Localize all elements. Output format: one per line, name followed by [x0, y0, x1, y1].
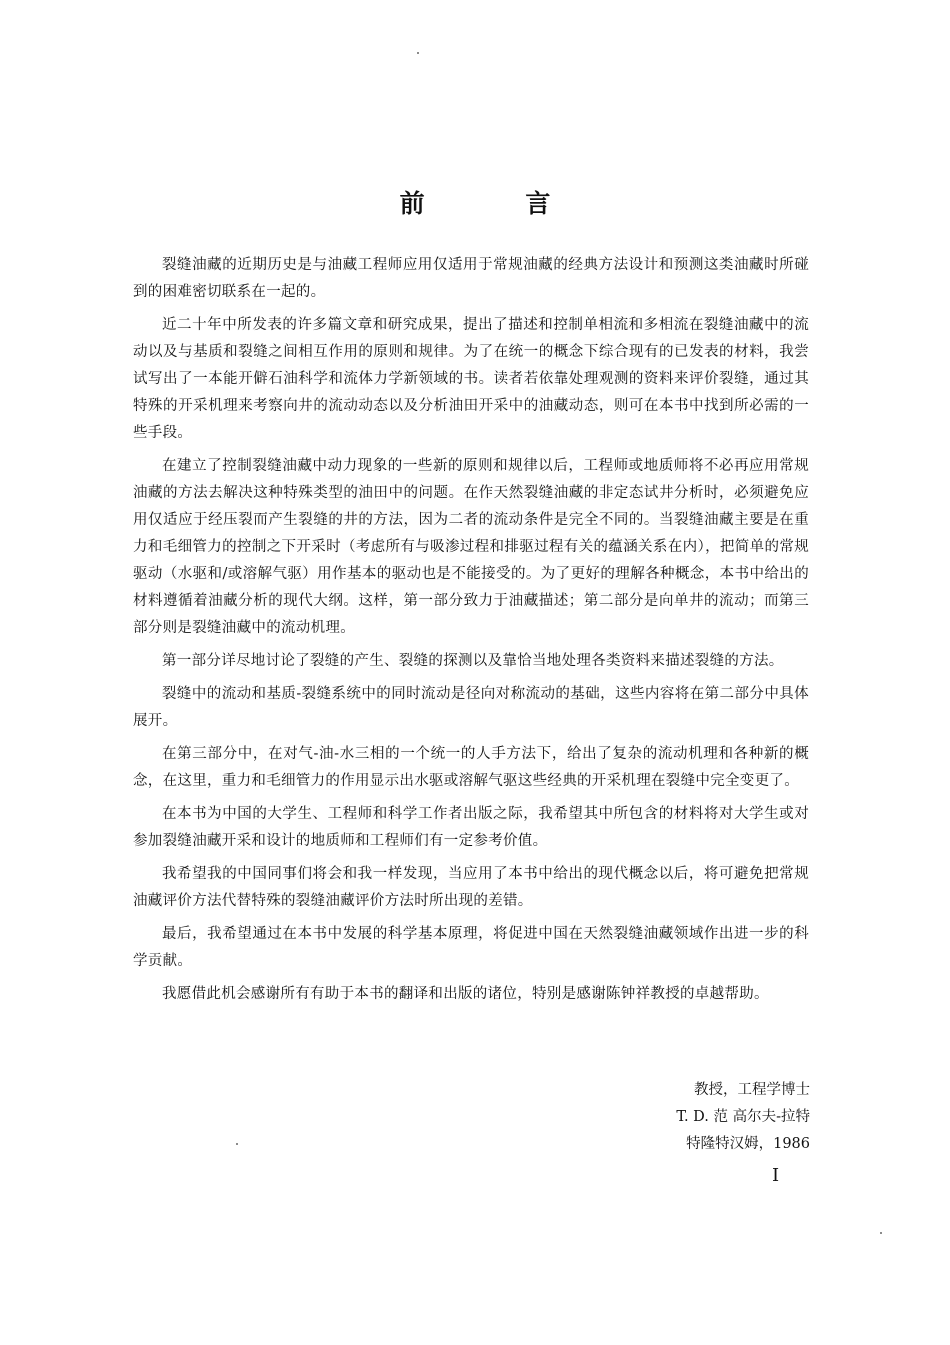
place-and-date: 特隆特汉姆，1986: [686, 1136, 810, 1152]
paragraph: 裂缝油藏的近期历史是与油藏工程师应用仅适用于常规油藏的经典方法设计和预测这类油藏时所碰到的困难密切联系在一起的。: [133, 257, 809, 300]
author-signature-block: [676, 1077, 810, 1158]
scan-speck: [236, 1143, 238, 1145]
paragraph: 近二十年中所发表的许多篇文章和研究成果，提出了描述和控制单相流和多相流在裂缝油藏中的流动以及与基质和裂缝之间相互作用的原则和规律。为了在统一的概念下综合现有的已发表的材料，我尝试写出了一本能开僻石油科学和流体力学新领域的书。读者若依靠处理观测的资料来评价裂缝，通过其特殊的开采机理来考察向井的流动动态以及分析油田开采中的油藏动态，则可在本书中找到所必需的一些手段。: [133, 317, 809, 441]
paragraph: 在本书为中国的大学生、工程师和科学工作者出版之际，我希望其中所包含的材料将对大学生或对参加裂缝油藏开采和设计的地质师和工程师们有一定参考价值。: [133, 806, 809, 849]
paragraph: 第一部分详尽地讨论了裂缝的产生、裂缝的探测以及靠恰当地处理各类资料来描述裂缝的方法。: [162, 653, 784, 669]
scan-speck: [417, 52, 419, 54]
paragraph: 在第三部分中，在对气-油-水三相的一个统一的人手方法下，给出了复杂的流动机理和各种新的概念，在这里，重力和毛细管力的作用显示出水驱或溶解气驱这些经典的开采机理在裂缝中完全变更了。: [133, 746, 809, 789]
author-name: T. D. 范 高尔夫-拉特: [676, 1109, 810, 1125]
paragraph: 最后，我希望通过在本书中发展的科学基本原理，将促进中国在天然裂缝油藏领域作出进一步的科学贡献。: [133, 926, 809, 969]
paragraph: 我愿借此机会感谢所有有助于本书的翻译和出版的诸位，特别是感谢陈钟祥教授的卓越帮助。: [162, 986, 769, 1002]
paragraph: 我希望我的中国同事们将会和我一样发现，当应用了本书中给出的现代概念以后，将可避免把常规油藏评价方法代替特殊的裂缝油藏评价方法时所出现的差错。: [133, 866, 809, 909]
paragraph: 裂缝中的流动和基质-裂缝系统中的同时流动是径向对称流动的基础，这些内容将在第二部分中具体展开。: [133, 686, 809, 729]
paragraph: 在建立了控制裂缝油藏中动力现象的一些新的原则和规律以后，工程师或地质师将不必再应用常规油藏的方法去解决这种特殊类型的油田中的问题。在作天然裂缝油藏的非定态试井分析时，必须避免应用仅适应于经压裂而产生裂缝的井的方法，因为二者的流动条件是完全不同的。当裂缝油藏主要是在重力和毛细管力的控制之下开采时（考虑所有与吸渗过程和排驱过程有关的蕴涵关系在内），把简单的常规驱动（水驱和/或溶解气驱）用作基本的驱动也是不能接受的。为了更好的理解各种概念，本书中给出的材料遵循着油藏分析的现代大纲。这样，第一部分致力于油藏描述；第二部分是向单井的流动；而第三部分则是裂缝油藏中的流动机理。: [133, 458, 809, 636]
author-title: 教授，工程学博士: [694, 1082, 810, 1098]
scan-speck: [880, 1232, 882, 1234]
page-title: 前 言: [399, 189, 597, 218]
preface-body: [133, 252, 809, 1014]
page-number: I: [772, 1165, 780, 1186]
